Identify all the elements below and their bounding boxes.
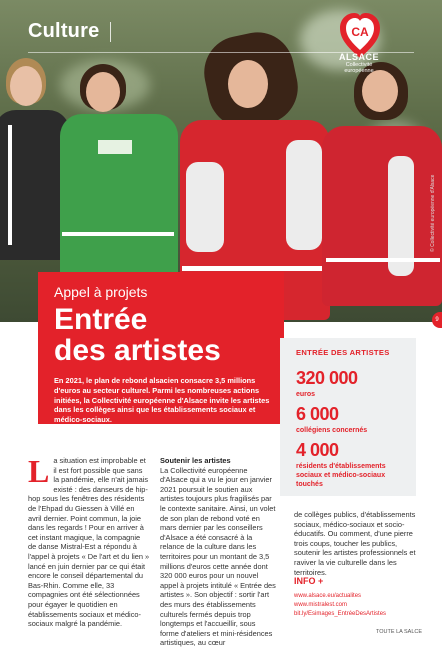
body-text: de collèges publics, d'établissements sociaux, médico-sociaux et socio-éducatifs. Ou comment, d'une pierre trois coups, toucher les publics, soutenir les artistes professionnels et raviver la vie culturelle dans les territoires. [294, 510, 416, 577]
info-heading: INFO + [294, 576, 324, 586]
standfirst: En 2021, le plan de rebond alsacien consacre 3,5 millions d'euros au secteur culturel. Parmi les nombreuses actions initiées, la Collectivité européenne d'Alsace invite les artistes dans les collèges ainsi que les établissements sociaux et médico-sociaux. [54, 376, 270, 425]
info-links [294, 592, 386, 619]
subheading: Soutenir les artistes [160, 456, 231, 465]
stat-value: 4 000 [296, 440, 339, 460]
stats-box [280, 338, 416, 496]
title-line: des artistes [54, 334, 221, 367]
stat-label: résidents d'établissements sociaux et médico-sociaux touchés [296, 463, 386, 488]
svg-text:CA: CA [351, 25, 369, 39]
stat-label: euros [296, 391, 316, 398]
section-divider [110, 22, 111, 42]
stat-label: collégiens concernés [296, 427, 368, 434]
kicker: Appel à projets [54, 284, 148, 300]
title-line: Entrée [54, 303, 148, 336]
photo-credit: © Collectivité européenne d'Alsace [430, 174, 436, 252]
page-number: 9 [432, 312, 442, 328]
footer-label: TOUTE LA SALCE [376, 629, 423, 635]
body-text: La Collectivité européenne d'Alsace qui a vu le jour en janvier 2021 poursuit le soutien aux artistes toujours plus fragilisés par le contexte sanitaire. Ainsi, un volet de son plan de rebond voté en mars dernier par les conseillers d'Alsace a été consacré à la relance de la culture dans les territoires pour un montant de 3,5 millions d'euros cette année dont 320 000 euros pour un nouvel appel à projets intitulé « Entrée des artistes ». Son objectif : sortir l'art des murs des établissements culturels fermés depuis trop longtemps et l'accueillir, sous forme d'ateliers et mini-résidences artistiques, au cœur [160, 465, 276, 648]
page-title [54, 304, 221, 366]
body-text: a situation est improbable et il est fort possible que sans la pandémie, elle n'ait jamais existé : des danseurs de hip-hop sous les fenêtres des résidents de l'Ehpad du Giessen à Villé en avril dernier. Point commun, la joie dans les regards ! Pour en arriver à cet instant magique, la compagnie de danse Mistral-Est a répondu à l'appel à projets « De l'art et du lien » lancé en juin dernier par ce qui était encore le conseil départemental du Bas-Rhin. Comme elle, 33 compagnies ont été sélectionnées pour égayer le quotidien en établissements sociaux et médico-sociaux malgré la pandémie. [28, 456, 150, 629]
article-column-2 [160, 456, 276, 648]
drop-cap: L [28, 453, 50, 489]
logo-sub: Collectivité [345, 62, 373, 68]
info-link[interactable]: www.mistralest.com [294, 602, 348, 608]
info-link[interactable]: www.alsace.eu/actualites [294, 593, 362, 599]
article-column-1 [28, 453, 150, 629]
logo-name: ALSACE [338, 52, 379, 62]
stat-value: 6 000 [296, 404, 339, 424]
logo-sub: européenne [344, 68, 374, 74]
stat-value: 320 000 [296, 368, 358, 388]
stats-title: ENTRÉE DES ARTISTES [296, 348, 390, 357]
info-link[interactable]: bit.ly/Esimages_EntréeDesArtistes [294, 611, 387, 617]
article-column-3 [294, 510, 416, 577]
headline-panel [38, 272, 284, 424]
section-title: Culture [28, 20, 100, 42]
logo-wordmark [330, 52, 388, 74]
